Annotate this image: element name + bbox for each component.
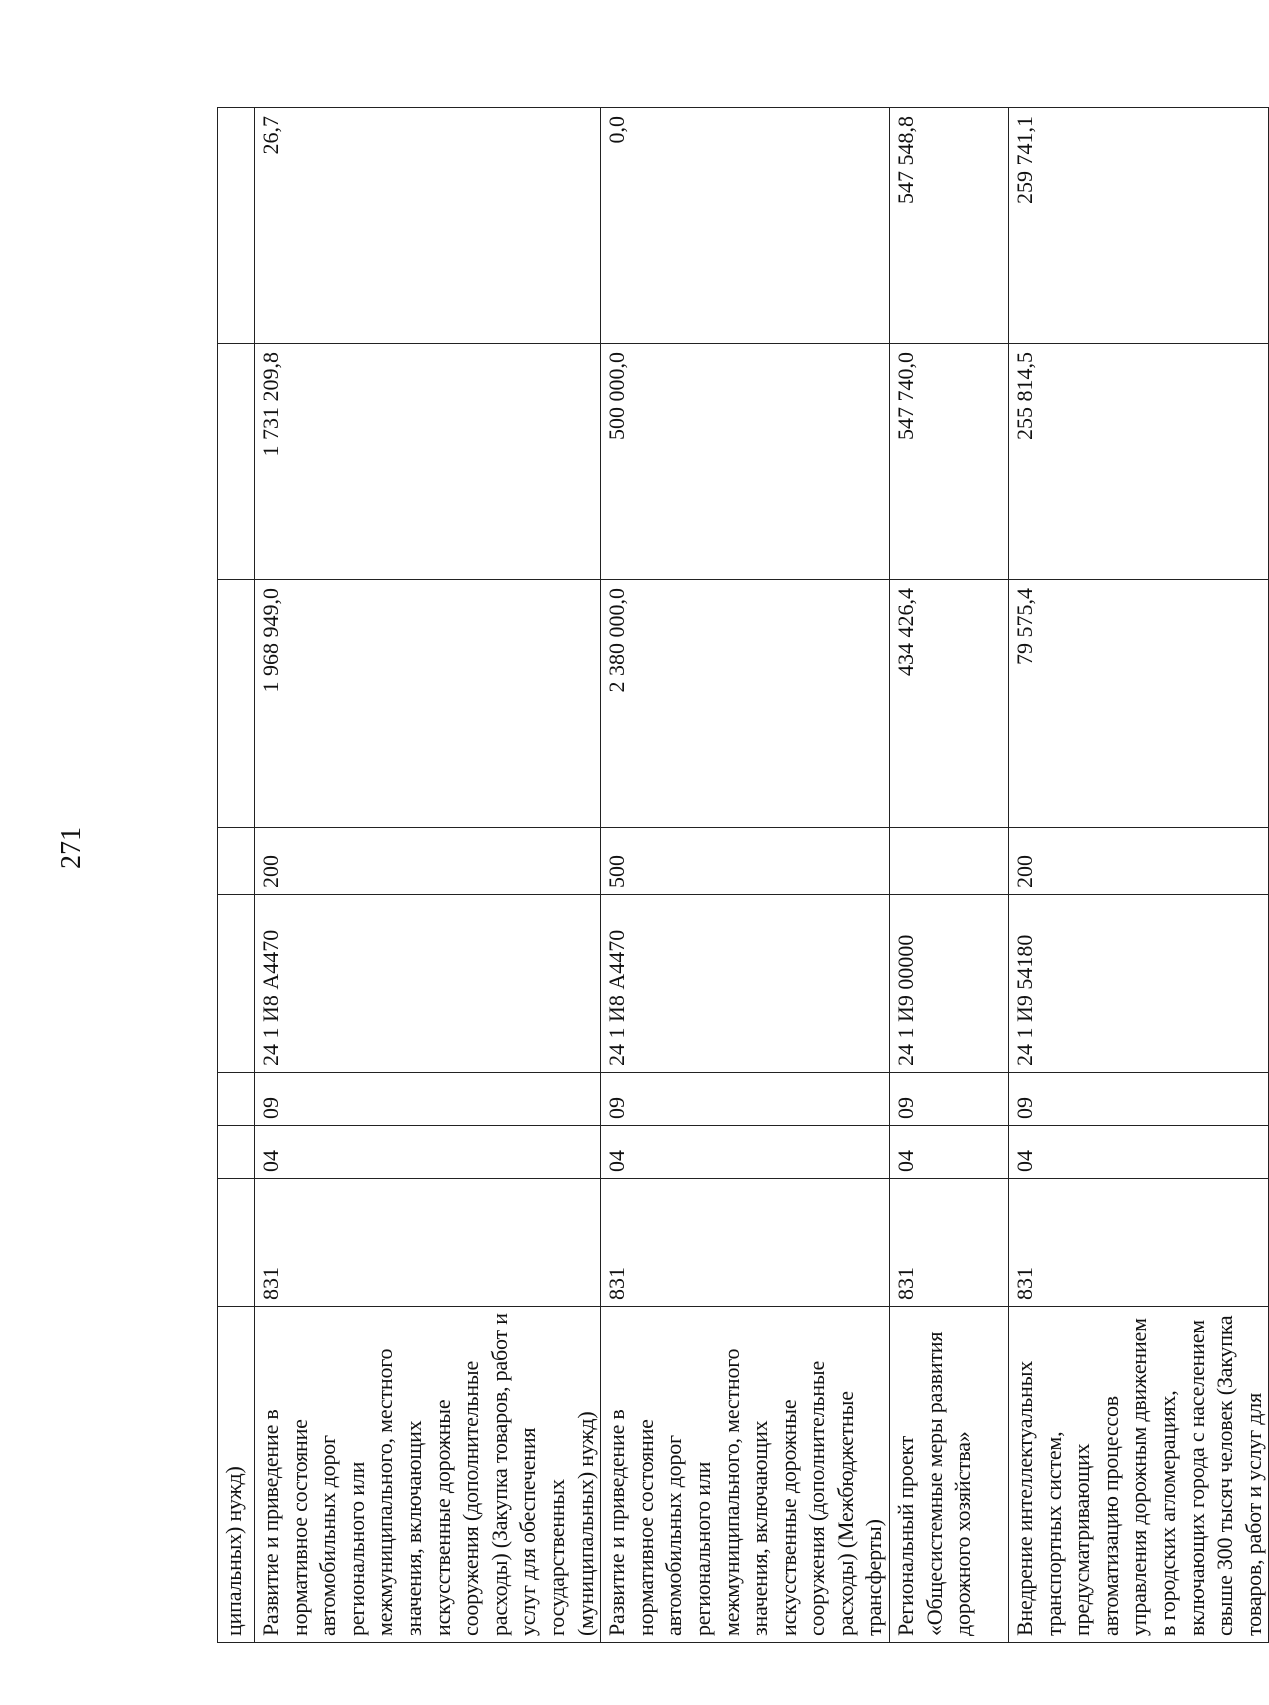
subsection-code-cell: 09	[890, 1073, 1009, 1126]
subsection-code-cell: 09	[601, 1073, 890, 1126]
ministry-code-cell: 831	[255, 1179, 601, 1307]
expense-type-cell: 200	[1009, 828, 1269, 895]
table-row-continued	[218, 108, 255, 1643]
target-article-cell: 24 1 И8 А4470	[255, 895, 601, 1073]
page-number: 271	[56, 827, 87, 869]
amount-3-cell: 259 741,1	[1009, 108, 1269, 344]
ministry-code-cell: 831	[1009, 1179, 1269, 1307]
amount-3-cell: 547 548,8	[890, 108, 1009, 344]
subsection-code-cell: 09	[1009, 1073, 1269, 1126]
empty-cell	[218, 580, 255, 828]
empty-cell	[218, 1179, 255, 1307]
empty-cell	[218, 895, 255, 1073]
table-row	[1009, 108, 1269, 1643]
amount-1-cell: 1 968 949,0	[255, 580, 601, 828]
description-cell: Развитие и приведение в нормативное состояние автомобильных дорог регионального или межмуниципального, местного значения, включающих искусственные дорожные сооружения (дополнительные расходы) (Межбюджетные трансферты)	[601, 1307, 890, 1643]
amount-1-cell: 2 380 000,0	[601, 580, 890, 828]
empty-cell	[218, 828, 255, 895]
budget-table	[217, 107, 1269, 1643]
ministry-code-cell: 831	[890, 1179, 1009, 1307]
amount-1-cell: 434 426,4	[890, 580, 1009, 828]
target-article-cell: 24 1 И9 54180	[1009, 895, 1269, 1073]
expense-type-cell	[890, 828, 1009, 895]
subsection-code-cell: 09	[255, 1073, 601, 1126]
amount-3-cell: 26,7	[255, 108, 601, 344]
expense-type-cell: 500	[601, 828, 890, 895]
empty-cell	[218, 344, 255, 580]
target-article-cell: 24 1 И8 А4470	[601, 895, 890, 1073]
empty-cell	[218, 1073, 255, 1126]
table-row	[255, 108, 601, 1643]
amount-2-cell: 1 731 209,8	[255, 344, 601, 580]
amount-2-cell: 547 740,0	[890, 344, 1009, 580]
description-cell: Внедрение интеллектуальных транспортных систем, предусматривающих автоматизацию процессов управления дорожным движением в городских агломерациях, включающих города с населением свыше 300 тысяч человек (Закупка товаров, работ и услуг для	[1009, 1307, 1269, 1643]
expense-type-cell: 200	[255, 828, 601, 895]
section-code-cell: 04	[890, 1126, 1009, 1179]
section-code-cell: 04	[601, 1126, 890, 1179]
amount-3-cell: 0,0	[601, 108, 890, 344]
section-code-cell: 04	[255, 1126, 601, 1179]
empty-cell	[218, 1126, 255, 1179]
description-cell: Региональный проект «Общесистемные меры развития дорожного хозяйства»	[890, 1307, 1009, 1643]
table-row	[601, 108, 890, 1643]
amount-2-cell: 500 000,0	[601, 344, 890, 580]
description-cell: Развитие и приведение в нормативное состояние автомобильных дорог регионального или межмуниципального, местного значения, включающих искусственные дорожные сооружения (дополнительные расходы) (Закупка товаров, работ и услуг для обеспечения государственных (муниципальных) нужд)	[255, 1307, 601, 1643]
section-code-cell: 04	[1009, 1126, 1269, 1179]
empty-cell	[218, 108, 255, 344]
target-article-cell: 24 1 И9 00000	[890, 895, 1009, 1073]
amount-2-cell: 255 814,5	[1009, 344, 1269, 580]
amount-1-cell: 79 575,4	[1009, 580, 1269, 828]
header-fragment-cell: ципальных) нужд)	[218, 1307, 255, 1643]
ministry-code-cell: 831	[601, 1179, 890, 1307]
table-row	[890, 108, 1009, 1643]
